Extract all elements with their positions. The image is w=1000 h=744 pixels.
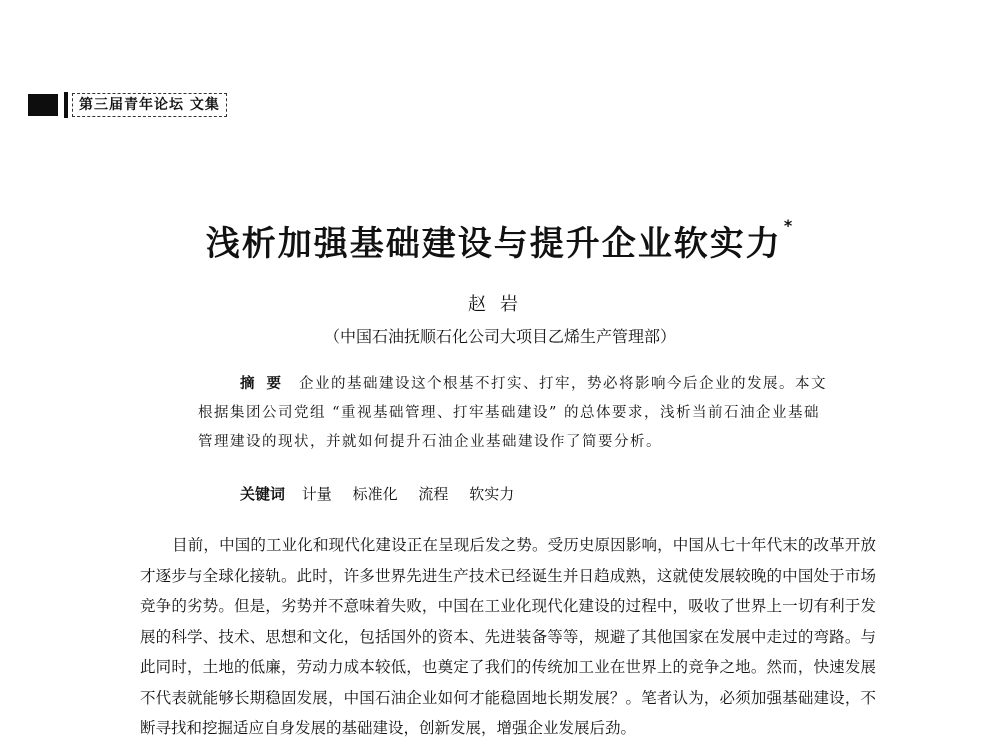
- keyword-item: 软实力: [469, 485, 515, 503]
- abstract: [198, 370, 828, 457]
- header-label: 第三届青年论坛 文集: [72, 93, 227, 117]
- keyword-item: 计量: [301, 485, 332, 503]
- keywords-label: 关键词: [240, 485, 286, 503]
- keywords: [240, 483, 530, 504]
- keyword-item: 标准化: [352, 485, 398, 503]
- header-black-bar: [64, 92, 68, 118]
- body-text: [140, 530, 876, 744]
- article-title: 浅析加强基础建设与提升企业软实力: [205, 224, 782, 264]
- author-name: 赵岩: [468, 294, 532, 315]
- keyword-item: 流程: [418, 485, 449, 503]
- abstract-text: 企业的基础建设这个根基不打实、打牢，势必将影响今后企业的发展。本文根据集团公司党组 “重视基础管理、打牢基础建设” 的总体要求，浅析当前石油企业基础管理建设的现状，并就如何提升石油企业基础建设作了简要分析。: [198, 376, 827, 450]
- title-footnote-mark: *: [783, 216, 795, 235]
- running-header: [28, 92, 227, 118]
- body-paragraph: 目前，中国的工业化和现代化建设正在呈现后发之势。受历史原因影响，中国从七十年代末的改革开放才逐步与全球化接轨。此时，许多世界先进生产技术已经诞生并日趋成熟，这就使发展较晚的中国处于市场竞争的劣势。但是，劣势并不意味着失败，中国在工业化现代化建设的过程中，吸收了世界上一切有利于发展的科学、技术、思想和文化，包括国外的资本、先进装备等等，规避了其他国家在发展中走过的弯路。与此同时，土地的低廉，劳动力成本较低，也奠定了我们的传统加工业在世界上的竞争之地。然而，快速发展不代表就能够长期稳固发展，中国石油企业如何才能稳固地长期发展？。笔者认为，必须加强基础建设，不断寻找和挖掘适应自身发展的基础建设，创新发展，增强企业发展后劲。: [140, 536, 876, 737]
- abstract-label: 摘要: [240, 376, 293, 392]
- article-title-block: [0, 216, 1000, 265]
- header-black-block: [28, 94, 58, 116]
- author-affiliation: （中国石油抚顺石化公司大项目乙烯生产管理部）: [323, 327, 676, 346]
